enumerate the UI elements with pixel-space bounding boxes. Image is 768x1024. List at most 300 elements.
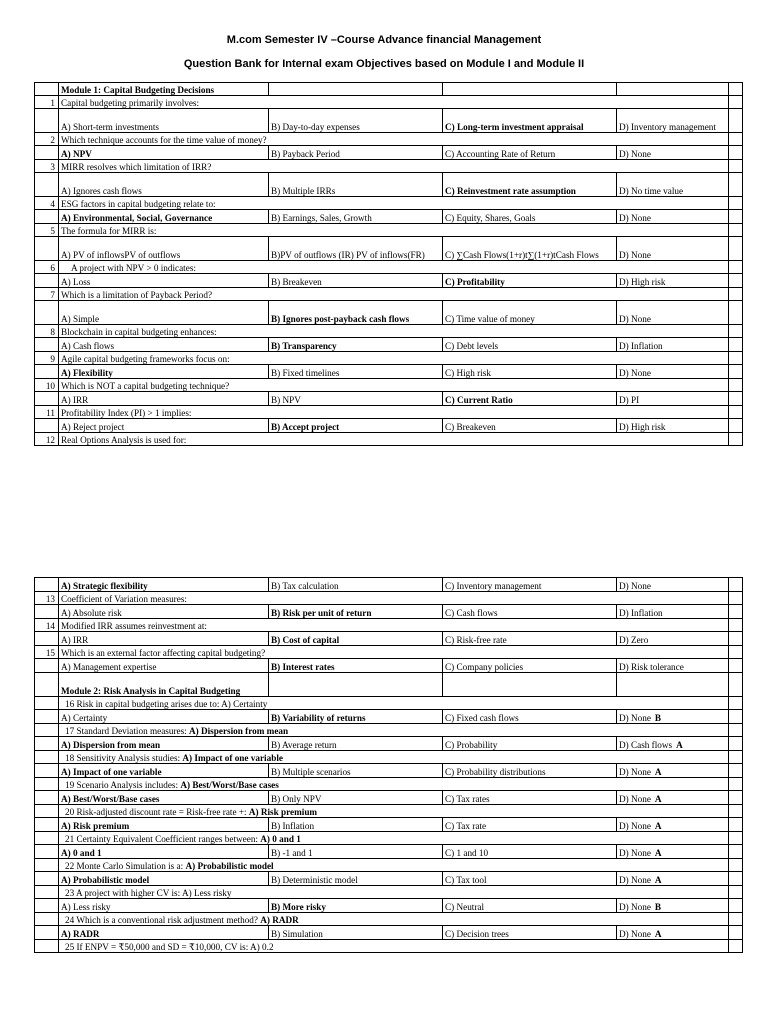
row-number [35,737,59,751]
table-row [35,632,743,646]
option-d [617,818,729,832]
table-row [35,886,743,899]
question-text: The formula for MIRR is: [59,224,729,237]
empty-cell [729,83,743,96]
option-a [59,926,269,940]
option-a [59,605,269,619]
document-title: M.com Semester IV –Course Advance financial Management [226,34,542,46]
option-text: A) IRR [61,395,89,405]
option-a [59,659,269,673]
table-row [35,274,743,288]
option-b [269,419,443,433]
table-row [35,778,743,791]
option-text: D) None [619,929,651,939]
option-c [443,173,617,197]
empty-cell [729,379,743,392]
option-text: A) Certainty [61,713,108,723]
empty-cell [729,338,743,352]
option-c [443,845,617,859]
option-text: C) Reinvestment rate assumption [445,186,576,196]
option-d [617,926,729,940]
empty-cell [729,791,743,805]
question-text: Agile capital budgeting frameworks focus on: [59,352,729,365]
option-text: B) Multiple IRRs [271,186,336,196]
empty-cell [729,899,743,913]
option-a [59,737,269,751]
option-text: C) Neutral [445,902,485,912]
option-a [59,173,269,197]
row-number [35,845,59,859]
option-c [443,791,617,805]
empty-cell [729,886,743,899]
row-number [35,237,59,261]
empty-cell [35,778,59,791]
option-text: C) Probability [445,740,498,750]
empty-cell [729,778,743,791]
question-number: 1 [35,96,59,109]
question-number: 4 [35,197,59,210]
option-a [59,419,269,433]
question-answer: A) Best/Worst/Base cases [180,780,279,790]
table-row [35,859,743,872]
table-row [35,197,743,210]
empty-cell [729,859,743,872]
question-number: 7 [35,288,59,301]
option-b [269,210,443,224]
option-text: B) Average return [271,740,337,750]
table-row [35,605,743,619]
table-row [35,392,743,406]
question-table-page-2 [34,577,743,953]
question-answer: A) Probabilistic model [185,861,274,871]
option-b [269,791,443,805]
option-a [59,274,269,288]
option-text: C) Tax tool [445,875,487,885]
document-subtitle: Question Bank for Internal exam Objectives based on Module I and Module II [183,58,585,70]
table-row [35,592,743,605]
question-text: Capital budgeting primarily involves: [59,96,729,109]
option-text: C) Tax rates [445,794,490,804]
table-row [35,83,743,96]
option-text: C) Inventory management [445,581,542,591]
table-row [35,301,743,325]
question-answer: A) RADR [260,915,299,925]
option-text: C) Probability distributions [445,767,546,777]
question-stem: 22 Monte Carlo Simulation is a: [65,861,186,871]
table-row [35,737,743,751]
option-a [59,818,269,832]
question-text [59,832,729,845]
option-d [617,845,729,859]
option-d [617,710,729,724]
option-b [269,274,443,288]
question-text: Profitability Index (PI) > 1 implies: [59,406,729,419]
option-d [617,578,729,592]
question-stem: 17 Standard Deviation measures: [65,726,189,736]
option-b [269,338,443,352]
option-text: D) High risk [619,277,666,287]
option-c [443,710,617,724]
option-d [617,605,729,619]
table-row [35,724,743,737]
option-text: A) Short-term investments [61,122,159,132]
question-stem: 25 If ENPV = ₹50,000 and SD = ₹10,000, CV is: A) 0.2 [65,942,274,952]
option-d [617,338,729,352]
answer-key: B [654,902,662,912]
option-b [269,632,443,646]
table-row [35,913,743,926]
question-text [59,778,729,791]
option-b [269,710,443,724]
table-row [35,646,743,659]
option-b [269,764,443,778]
option-text: A) Environmental, Social, Governance [61,213,213,223]
option-c [443,109,617,133]
option-d [617,791,729,805]
option-text: B) Day-to-day expenses [271,122,360,132]
option-text: C) High risk [445,368,491,378]
question-number: 11 [35,406,59,419]
empty-cell [729,419,743,433]
option-a [59,791,269,805]
empty-cell [729,392,743,406]
row-number [35,926,59,940]
option-text: A) RADR [61,929,100,939]
table-row [35,109,743,133]
row-number [35,109,59,133]
empty-cell [729,261,743,274]
option-a [59,764,269,778]
option-text: C) Debt levels [445,341,499,351]
empty-cell [729,274,743,288]
answer-key: A [676,740,683,750]
empty-cell [729,288,743,301]
question-text [59,805,729,818]
table-row [35,133,743,146]
option-text: B) Interest rates [271,662,335,672]
table-row [35,173,743,197]
question-text: Which technique accounts for the time value of money? [59,133,729,146]
empty-cell [617,673,729,697]
empty-cell [729,646,743,659]
option-d [617,899,729,913]
table-row [35,751,743,764]
question-text: Which is an external factor affecting capital budgeting? [59,646,729,659]
option-text: D) None [619,848,651,858]
option-text: B) Only NPV [271,794,322,804]
row-number [35,710,59,724]
empty-cell [729,697,743,710]
empty-cell [35,697,59,710]
option-d [617,109,729,133]
table-row [35,146,743,160]
option-d [617,173,729,197]
option-text: B) Inflation [271,821,315,831]
option-text: D) Zero [619,635,649,645]
table-row [35,832,743,845]
option-text: C) Equity, Shares, Goals [445,213,536,223]
question-answer: A) Impact of one variable [182,753,283,763]
option-text: A) Strategic flexibility [61,581,148,591]
option-c [443,899,617,913]
option-text: A) Reject project [61,422,125,432]
option-c [443,210,617,224]
option-text: B) -1 and 1 [271,848,313,858]
question-text: Coefficient of Variation measures: [59,592,729,605]
option-b [269,872,443,886]
option-text: C) Profitability [445,277,505,287]
option-a [59,872,269,886]
row-number [35,899,59,913]
question-stem: 19 Scenario Analysis includes: [65,780,181,790]
option-a [59,710,269,724]
table-row [35,619,743,632]
option-text: B) NPV [271,395,301,405]
option-text: A) Less risky [61,902,111,912]
option-text: C) Accounting Rate of Return [445,149,556,159]
table-row [35,352,743,365]
empty-cell [729,160,743,173]
option-d [617,146,729,160]
option-a [59,392,269,406]
option-text: B) Ignores post-payback cash flows [271,314,410,324]
option-text: D) PI [619,395,640,405]
row-number [35,338,59,352]
option-text: A) NPV [61,149,92,159]
empty-cell [729,173,743,197]
empty-cell [729,237,743,261]
option-text: A) Flexibility [61,368,113,378]
question-text [59,859,729,872]
question-answer: A) 0 and 1 [260,834,301,844]
option-a [59,578,269,592]
option-c [443,632,617,646]
option-text: C) Breakeven [445,422,496,432]
option-text: C) Tax rate [445,821,487,831]
empty-cell [443,673,617,697]
answer-key: A [654,821,662,831]
option-text: D) Risk tolerance [619,662,684,672]
option-text: B) Simulation [271,929,323,939]
option-text: A) IRR [61,635,89,645]
empty-cell [729,96,743,109]
option-text: B) Tax calculation [271,581,339,591]
question-number: 10 [35,379,59,392]
empty-cell [729,210,743,224]
empty-cell [729,805,743,818]
empty-cell [729,146,743,160]
row-number [35,632,59,646]
option-text: C) Current Ratio [445,395,513,405]
empty-cell [729,872,743,886]
option-text: D) None [619,821,651,831]
empty-cell [729,605,743,619]
option-text: B) Transparency [271,341,337,351]
table-row [35,791,743,805]
option-text: D) None [619,902,651,912]
option-text: A) Absolute risk [61,608,122,618]
option-text: D) None [619,794,651,804]
row-number [35,764,59,778]
question-table-page-1 [34,82,743,446]
empty-cell [729,737,743,751]
empty-cell [35,805,59,818]
empty-cell [269,673,443,697]
table-row [35,578,743,592]
question-stem: 21 Certainty Equivalent Coefficient ranges between: [65,834,261,844]
option-b [269,173,443,197]
question-text: Modified IRR assumes reinvestment at: [59,619,729,632]
answer-key: A [654,929,662,939]
option-a [59,109,269,133]
option-text: B) Deterministic model [271,875,358,885]
option-c [443,737,617,751]
question-answer: A) Risk premium [248,807,318,817]
option-c [443,605,617,619]
option-text: D) None [619,213,651,223]
option-text: C) Cash flows [445,608,498,618]
option-text: B) Risk per unit of return [271,608,372,618]
option-text: B) More risky [271,902,326,912]
option-text: A) Cash flows [61,341,115,351]
option-text: C) ∑Cash Flows(1+r)t∑(1+r)tCash Flows [445,250,599,260]
question-stem: 20 Risk-adjusted discount rate = Risk-free rate +: [65,807,249,817]
row-number [35,301,59,325]
option-text: C) Fixed cash flows [445,713,519,723]
question-text: A project with NPV > 0 indicates: [59,261,729,274]
table-row [35,365,743,379]
option-text: C) Risk-free rate [445,635,507,645]
empty-cell [729,578,743,592]
option-text: D) None [619,314,651,324]
table-row [35,338,743,352]
row-number [35,210,59,224]
option-text: D) None [619,368,651,378]
question-text: Blockchain in capital budgeting enhances: [59,325,729,338]
table-row [35,697,743,710]
option-text: C) Company policies [445,662,524,672]
empty-cell [729,406,743,419]
option-a [59,365,269,379]
question-text [59,697,729,710]
empty-cell [729,926,743,940]
empty-cell [729,109,743,133]
empty-cell [729,592,743,605]
empty-cell [729,619,743,632]
table-row [35,325,743,338]
row-number [35,673,59,697]
question-text [59,913,729,926]
empty-cell [443,83,617,96]
table-row [35,160,743,173]
option-b [269,237,443,261]
table-row [35,940,743,953]
option-b [269,392,443,406]
question-number: 15 [35,646,59,659]
question-text [59,724,729,737]
answer-key: A [654,848,662,858]
option-text: C) Time value of money [445,314,535,324]
table-row [35,237,743,261]
row-number [35,659,59,673]
question-stem: 18 Sensitivity Analysis studies: [65,753,183,763]
empty-cell [729,764,743,778]
question-number: 2 [35,133,59,146]
option-d [617,237,729,261]
option-c [443,237,617,261]
option-d [617,419,729,433]
option-text: A) PV of inflowsPV of outflows [61,250,181,260]
option-a [59,210,269,224]
option-text: D) Inventory management [619,122,716,132]
option-text: D) None [619,767,651,777]
empty-cell [35,751,59,764]
option-text: A) Dispersion from mean [61,740,161,750]
answer-key: A [654,875,662,885]
option-text: D) Inflation [619,341,663,351]
table-row [35,419,743,433]
option-text: D) None [619,713,651,723]
option-b [269,301,443,325]
option-c [443,392,617,406]
table-row [35,406,743,419]
empty-cell [729,433,743,446]
empty-cell [729,913,743,926]
option-text: B)PV of outflows (IR) PV of inflows(FR) [271,250,425,260]
table-row [35,96,743,109]
option-c [443,274,617,288]
option-b [269,845,443,859]
option-text: B) Cost of capital [271,635,340,645]
option-text: A) Risk premium [61,821,130,831]
empty-cell [729,818,743,832]
question-number: 3 [35,160,59,173]
row-number [35,872,59,886]
question-text [59,886,729,899]
option-text: B) Breakeven [271,277,322,287]
empty-cell [729,724,743,737]
table-row [35,261,743,274]
option-text: D) None [619,875,651,885]
module-heading: Module 1: Capital Budgeting Decisions [59,83,269,96]
empty-cell [729,832,743,845]
empty-cell [729,940,743,953]
option-d [617,737,729,751]
table-row [35,764,743,778]
empty-cell [35,859,59,872]
option-c [443,146,617,160]
option-text: C) Decision trees [445,929,509,939]
option-a [59,146,269,160]
question-answer: A) Dispersion from mean [189,726,289,736]
empty-cell [729,301,743,325]
option-a [59,632,269,646]
option-text: D) None [619,149,651,159]
question-text: Which is a limitation of Payback Period? [59,288,729,301]
option-text: C) Long-term investment appraisal [445,122,584,132]
option-c [443,419,617,433]
option-c [443,872,617,886]
table-row [35,288,743,301]
question-number: 8 [35,325,59,338]
option-text: D) None [619,581,651,591]
question-text [59,751,729,764]
option-text: A) Best/Worst/Base cases [61,794,160,804]
empty-cell [729,845,743,859]
row-number [35,605,59,619]
table-row [35,224,743,237]
question-text [59,940,729,953]
